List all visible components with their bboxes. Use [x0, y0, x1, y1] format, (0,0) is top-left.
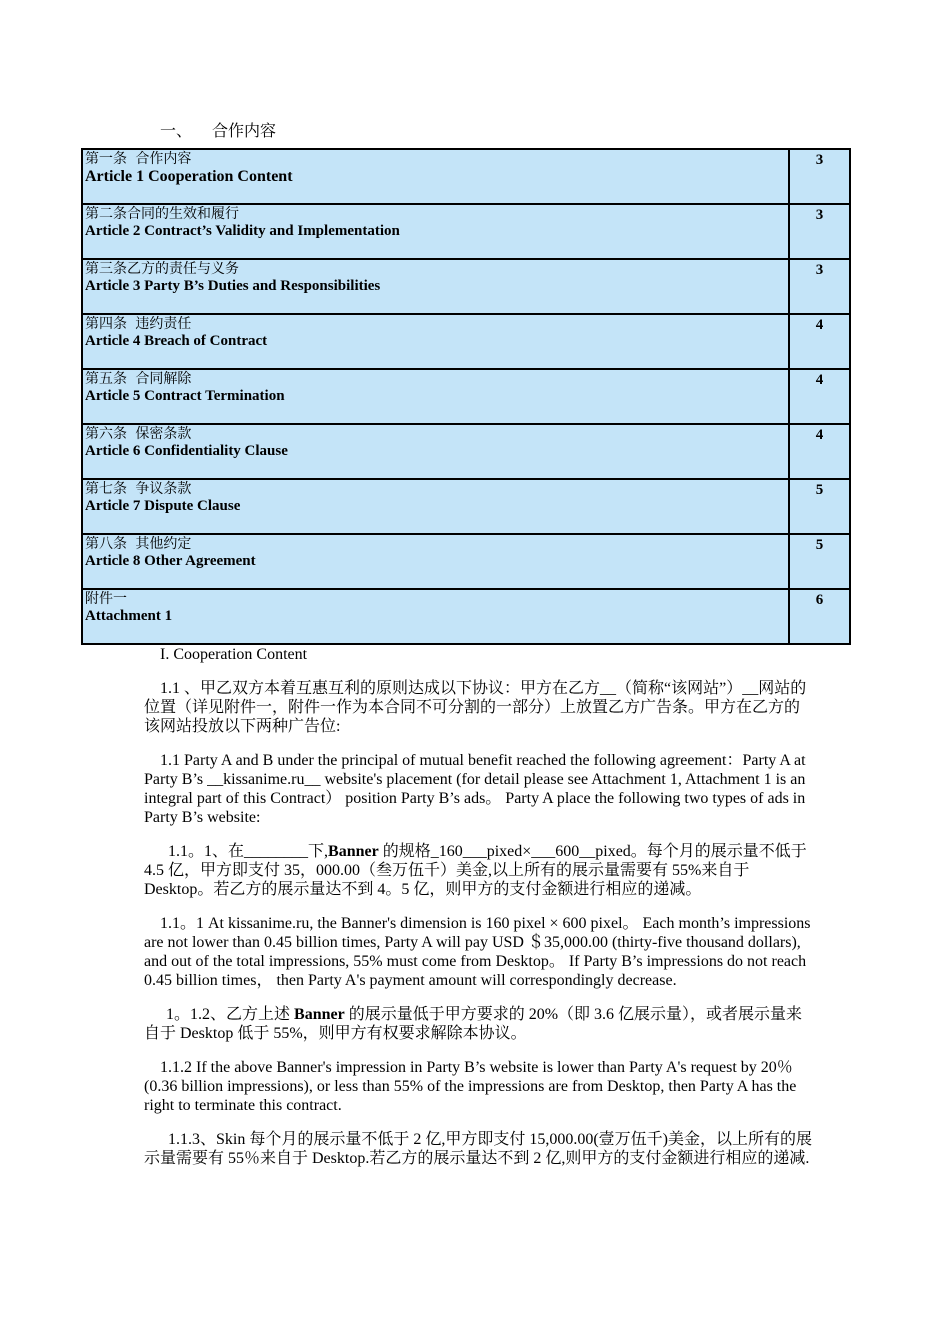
toc-row: [82, 259, 850, 314]
clause-text: 的展示量低于甲方要求的 20%（即 3.6 亿展示量），或者展示量来自于 Desktop 低于 55%，则甲方有权要求解除本协议。: [144, 1006, 803, 1042]
clause-1-1-3-zh: 1.1.3、Skin 每个月的展示量不低于 2 亿,甲方即支付 15,000.00(壹万伍千)美金，以上所有的展示量需要有 55％来自于 Desktop.若乙方的展示量达不到 2 亿,则甲方的支付金额进行相应的递减.: [144, 1131, 813, 1167]
toc-row: [82, 479, 850, 534]
section-heading: [160, 123, 276, 141]
clause-1-1-1-en: 1.1。1 At kissanime.ru, the Banner's dimension is 160 pixel × 600 pixel。 Each month’s impressions are not lower than 0.45 billion times, Party A will pay USD ＄35,000.00 (thirty-five thousand dollars), and out of the total impressions, 55% must come from Desktop。 If Party B’s impressions do not reach 0.45 billion times， then Party A's payment amount will correspondingly decrease.: [144, 915, 811, 989]
clause-text: 1。1.2、乙方上述: [166, 1006, 295, 1023]
toc-title-cell: [82, 204, 789, 259]
section-title: 合作内容: [212, 123, 277, 140]
toc-title-zh: 第五条 合同解除: [85, 371, 192, 387]
toc-title-zh: 第六条 保密条款: [85, 426, 192, 442]
toc-page-number: 3: [789, 204, 850, 259]
toc-title-zh: 第二条合同的生效和履行: [85, 206, 239, 222]
toc-row: [82, 369, 850, 424]
toc-page-number: 3: [789, 259, 850, 314]
toc-row: [82, 534, 850, 589]
table-of-contents: [81, 148, 851, 645]
clause-1-1-en: 1.1 Party A and B under the principal of mutual benefit reached the following agreement：Party A at Party B’s __kissanime.ru__ website's placement (for detail please see Attachment 1, Attachment 1 is an integral part of this Contract） position Party B’s ads。 Party A place the following two types of ads in Party B’s website:: [144, 752, 806, 826]
toc-page-number: 3: [789, 149, 850, 204]
clause-1-1-1-zh: [144, 842, 814, 899]
toc-title-cell: [82, 149, 789, 204]
toc-title-zh: 附件一: [85, 591, 127, 607]
toc-title-cell: [82, 534, 789, 589]
toc-row: [82, 204, 850, 259]
contract-body: [144, 645, 814, 1183]
toc-page-number: 5: [789, 479, 850, 534]
clause-1-1-2-en: 1.1.2 If the above Banner's impression in Party B’s website is lower than Party A's request by 20％ (0.36 billion impressions), or less than 55% of the impressions are from Desktop, then Party A has the right to terminate this contract.: [144, 1059, 797, 1114]
toc-title-cell: [82, 479, 789, 534]
toc-title-en: Article 1 Cooperation Content: [85, 168, 293, 185]
toc-page-number: 4: [789, 424, 850, 479]
toc-title-en: Attachment 1: [85, 608, 173, 624]
toc-row: [82, 589, 850, 644]
toc-page-number: 5: [789, 534, 850, 589]
toc-title-zh: 第八条 其他约定: [85, 536, 192, 552]
section-number: 一、: [160, 123, 193, 140]
toc-page-number: 4: [789, 369, 850, 424]
toc-title-en: Article 2 Contract’s Validity and Implementation: [85, 223, 400, 239]
clause-1-1-zh: 1.1 、甲乙双方本着互惠互利的原则达成以下协议：甲方在乙方__（简称“该网站”）__网站的位置（详见附件一，附件一作为本合同不可分割的一部分）上放置乙方广告条。甲方在乙方的该网站投放以下两种广告位:: [144, 680, 807, 735]
clause-text: 的规格_160___pixed×___600__pixed。每个月的展示量不低于 4.5 亿，甲方即支付 35，000.00（叁万伍千）美金,以上所有的展示量需要有 55%来自于 Desktop。若乙方的展示量达不到 4。5 亿，则甲方的支付金额进行相应的递减。: [144, 843, 807, 898]
clause-text: 1.1。1、在________下,: [168, 843, 329, 860]
clause-1-1-2-zh: [144, 1005, 814, 1043]
toc-title-cell: [82, 589, 789, 644]
toc-title-zh: 第四条 违约责任: [85, 316, 192, 332]
body-section-title: I. Cooperation Content: [160, 646, 308, 663]
toc-title-en: Article 6 Confidentiality Clause: [85, 443, 288, 459]
toc-row: [82, 314, 850, 369]
toc-title-cell: [82, 314, 789, 369]
toc-page-number: 4: [789, 314, 850, 369]
toc-row: [82, 424, 850, 479]
toc-page-number: 6: [789, 589, 850, 644]
toc-title-zh: 第七条 争议条款: [85, 481, 192, 497]
toc-title-en: Article 4 Breach of Contract: [85, 333, 268, 349]
toc-title-en: Article 7 Dispute Clause: [85, 498, 241, 514]
toc-title-cell: [82, 369, 789, 424]
clause-bold-term: Banner: [294, 1006, 345, 1023]
toc-title-cell: [82, 259, 789, 314]
toc-title-zh: 第三条乙方的责任与义务: [85, 261, 239, 277]
toc-row: [82, 149, 850, 204]
clause-bold-term: Banner: [328, 843, 379, 860]
toc-title-zh: 第一条 合作内容: [85, 151, 192, 167]
toc-title-en: Article 8 Other Agreement: [85, 553, 256, 569]
toc-title-cell: [82, 424, 789, 479]
toc-title-en: Article 5 Contract Termination: [85, 388, 285, 404]
toc-title-en: Article 3 Party B’s Duties and Responsibilities: [85, 278, 381, 294]
